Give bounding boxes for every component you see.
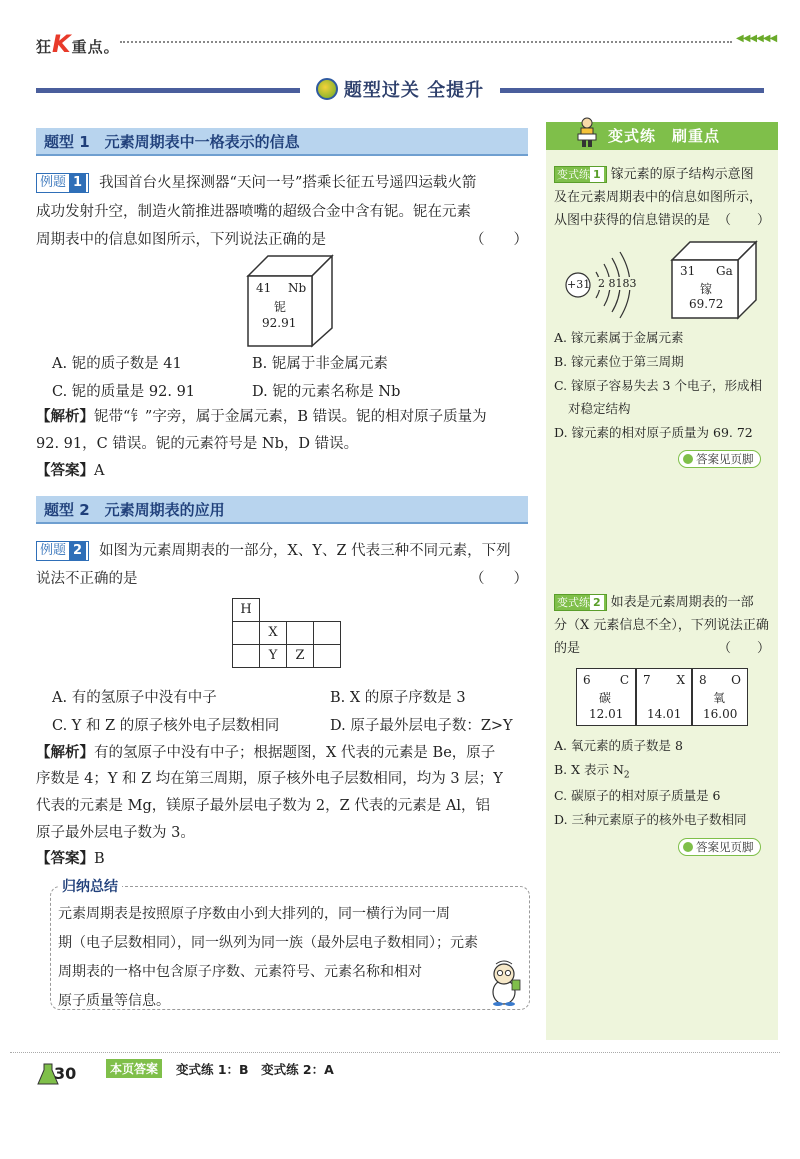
- tile-o-number: 8: [699, 673, 707, 687]
- tile-x: [636, 668, 692, 726]
- example1-line1: [36, 170, 528, 197]
- brand-text-post: 重点。: [71, 38, 120, 56]
- key-icon: [683, 842, 693, 852]
- v1-line3: [554, 210, 770, 232]
- example2-option-b: B. X 的原子序数是 3: [330, 690, 466, 706]
- example1-text-3: 周期表中的信息如图所示，下列说法正确的是: [36, 232, 326, 248]
- example1-option-b: B. 铌属于非金属元素: [252, 356, 388, 372]
- page-number: 30: [54, 1064, 77, 1083]
- example1-answer-label: 【答案】: [36, 463, 94, 479]
- v1-option-d: D. 镓元素的相对原子质量为 69. 72: [554, 425, 753, 440]
- header-arrows-icon: ◀◀◀◀◀◀: [736, 33, 777, 44]
- tile-c: [576, 668, 636, 726]
- v2-text-1: 如表是元素周期表的一部: [610, 595, 754, 610]
- example1-analysis-text-1: 铌带“钅”字旁，属于金属元素，B 错误。铌的相对原子质量为: [94, 409, 487, 425]
- tile-o-symbol: O: [731, 673, 741, 687]
- banner: [300, 74, 500, 104]
- summary-label: 归纳总结: [58, 876, 122, 896]
- example1-answer-value: A: [94, 463, 105, 479]
- example2-paren: （ ）: [470, 571, 528, 587]
- nb-number: 41: [256, 281, 272, 295]
- right-panel-title: 变式练 刷重点: [546, 122, 778, 150]
- nb-mass: 92.91: [262, 316, 297, 330]
- example2-analysis-label: 【解析】: [36, 745, 94, 761]
- brand-logo: [36, 30, 120, 58]
- summary-text: [58, 900, 498, 1016]
- example2-option-a: A. 有的氢原子中没有中子: [52, 690, 217, 706]
- nb-symbol: Nb: [288, 281, 307, 295]
- example2-analysis-text-1: 有的氢原子中没有中子；根据题图，X 代表的元素是 Be，原子: [94, 745, 496, 761]
- example2-answer-value: B: [94, 851, 105, 867]
- v1-option-b: B. 镓元素位于第三周期: [554, 354, 684, 369]
- example2-answer: [36, 846, 528, 873]
- v2-line1: [554, 592, 770, 614]
- v2-option-a: A. 氧元素的质子数是 8: [554, 738, 683, 753]
- example2-text-2: 说法不正确的是: [36, 571, 138, 587]
- banner-line-left: [36, 88, 300, 93]
- footer-dotted-line: [10, 1052, 780, 1053]
- example1-analysis-label: 【解析】: [36, 409, 94, 425]
- example2-option-c: C. Y 和 Z 的原子核外电子层数相同: [52, 718, 280, 734]
- footer-answer-tag: 本页答案: [106, 1059, 162, 1078]
- ga-symbol: Ga: [716, 264, 733, 278]
- v2-option-b-subscript: 2: [623, 770, 630, 781]
- nb-name: 铌: [274, 300, 287, 314]
- example1-answer: [36, 458, 528, 485]
- header-dotted-line: [120, 41, 732, 43]
- example2-analysis-text-2: 序数是 4；Y 和 Z 均在第三周期，原子核外电子层数相同，均为 3 层；Y: [36, 771, 503, 787]
- gallium-nucleus: +31: [567, 278, 591, 291]
- v2-option-d: D. 三种元素原子的核外电子数相同: [554, 812, 747, 827]
- tile-x-number: 7: [643, 673, 651, 687]
- example2-option-d: D. 原子最外层电子数：Z>Y: [330, 718, 513, 734]
- ga-number: 31: [680, 264, 696, 278]
- reading-figure-icon: [574, 116, 600, 148]
- example1-analysis-text-2: 92. 91，C 错误。铌的元素符号是 Nb，D 错误。: [36, 436, 359, 452]
- v1-text-3: 从图中获得的信息错误的是: [554, 213, 711, 228]
- v2-option-b-text: B. X 表示 N: [554, 762, 624, 777]
- footer-answers: 变式练 1：B 变式练 2：A: [176, 1062, 334, 1077]
- grid-cell: [313, 644, 341, 668]
- grid-cell-x: X: [259, 621, 287, 645]
- example2-line1: [36, 538, 528, 565]
- example2-analysis-1: [36, 740, 528, 767]
- banner-swirl-icon: [316, 78, 338, 100]
- nb-tile-frame: [246, 252, 336, 348]
- v2-option-b: [554, 760, 630, 781]
- grid-cell-y: Y: [259, 644, 287, 668]
- grid-cell-z: Z: [286, 644, 314, 668]
- tile-c-mass: 12.01: [589, 707, 624, 721]
- gallium-shells: 2 8183: [598, 277, 637, 290]
- example2-tag-label: 例题: [40, 543, 67, 558]
- v1-tag: [554, 166, 607, 183]
- example2-analysis-text-4: 原子最外层电子数为 3。: [36, 825, 195, 841]
- v2-line3: [554, 638, 770, 660]
- example1-analysis-1: [36, 404, 528, 431]
- brand-k: K: [52, 30, 72, 58]
- tile-o: [692, 668, 748, 726]
- example2-answer-label: 【答案】: [36, 851, 94, 867]
- tile-x-symbol: X: [676, 673, 685, 687]
- v1-text-2: 及在元素周期表中的信息如图所示，: [554, 190, 763, 205]
- ga-mass: 69.72: [689, 297, 724, 311]
- example2-line2: [36, 566, 528, 593]
- tile-x-mass: 14.01: [647, 707, 682, 721]
- section2-title: 题型 2 元素周期表的应用: [36, 496, 528, 524]
- grid-cell-h: H: [232, 598, 260, 622]
- ga-name: 镓: [700, 282, 713, 296]
- tile-c-name: 碳: [599, 691, 612, 705]
- grid-cell: [232, 644, 260, 668]
- example1-paren: （ ）: [470, 232, 528, 248]
- tile-o-name: 氧: [713, 691, 726, 705]
- example1-text-1: 我国首台火星探测器“天问一号”搭乘长征五号遥四运载火箭: [99, 175, 477, 191]
- summary-line-1: 元素周期表是按照原子序数由小到大排列的，同一横行为同一周: [58, 906, 450, 922]
- key-icon: [683, 454, 693, 464]
- grid-cell: [286, 621, 314, 645]
- summary-line-2: 期（电子层数相同），同一纵列为同一族（最外层电子数相同）；元素: [58, 935, 478, 951]
- section1-title: 题型 1 元素周期表中一格表示的信息: [36, 128, 528, 156]
- v1-line1: [554, 164, 770, 186]
- grid-cell: [232, 621, 260, 645]
- v2-paren: （ ）: [717, 641, 770, 656]
- v2-text-2: 分（X 元素信息不全），下列说法正确: [554, 618, 769, 633]
- summary-line-4: 原子质量等信息。: [58, 993, 170, 1009]
- example2-text-1: 如图为元素周期表的一部分，X、Y、Z 代表三种不同元素，下列: [99, 543, 511, 559]
- example1-option-c: C. 铌的质量是 92. 91: [52, 384, 196, 400]
- example1-option-a: A. 铌的质子数是 41: [52, 356, 182, 372]
- example2-tag: [36, 541, 89, 561]
- v1-answer-link[interactable]: [678, 450, 761, 468]
- example1-text-2: 成功发射升空，制造火箭推进器喷嘴的超级合金中含有铌。铌在元素: [36, 204, 471, 220]
- v2-answer-link[interactable]: [678, 838, 761, 856]
- tile-o-mass: 16.00: [703, 707, 738, 721]
- example2-analysis-text-3: 代表的元素是 Mg，镁原子最外层电子数为 2，Z 代表的元素是 Al，铝: [36, 798, 490, 814]
- v1-tag-num: 1: [590, 167, 604, 182]
- banner-title: 题型过关 全提升: [343, 80, 485, 101]
- v2-tag-label: 变式练: [557, 596, 590, 609]
- v2-tag: [554, 594, 607, 611]
- example1-tag-num: 1: [69, 174, 86, 192]
- v2-answer-link-label: 答案见页脚: [696, 840, 754, 854]
- v2-tag-num: 2: [590, 595, 604, 610]
- v1-answer-link-label: 答案见页脚: [696, 452, 754, 466]
- v1-text-1: 镓元素的原子结构示意图: [610, 167, 754, 182]
- example2-tag-num: 2: [69, 542, 86, 560]
- v2-text-3: 的是: [554, 641, 581, 656]
- tile-c-symbol: C: [619, 673, 629, 687]
- v1-option-c: C. 镓原子容易失去 3 个电子，形成相: [554, 378, 762, 393]
- brand-text-pre: 狂: [36, 38, 53, 56]
- tile-c-number: 6: [583, 673, 591, 687]
- v2-option-c: C. 碳原子的相对原子质量是 6: [554, 788, 721, 803]
- example1-tag: [36, 173, 89, 193]
- v1-paren: （ ）: [717, 213, 770, 228]
- example1-line3: [36, 227, 528, 254]
- grid-cell: [313, 621, 341, 645]
- summary-line-3: 周期表的一格中包含原子序数、元素符号、元素名称和相对: [58, 964, 422, 980]
- mascot-icon: [484, 958, 524, 1006]
- v1-option-a: A. 镓元素属于金属元素: [554, 330, 684, 345]
- example1-tag-label: 例题: [40, 175, 67, 190]
- v1-tag-label: 变式练: [557, 168, 590, 181]
- banner-line-right: [500, 88, 764, 93]
- v1-option-c-cont: 对稳定结构: [568, 401, 631, 416]
- example1-option-d: D. 铌的元素名称是 Nb: [252, 384, 401, 400]
